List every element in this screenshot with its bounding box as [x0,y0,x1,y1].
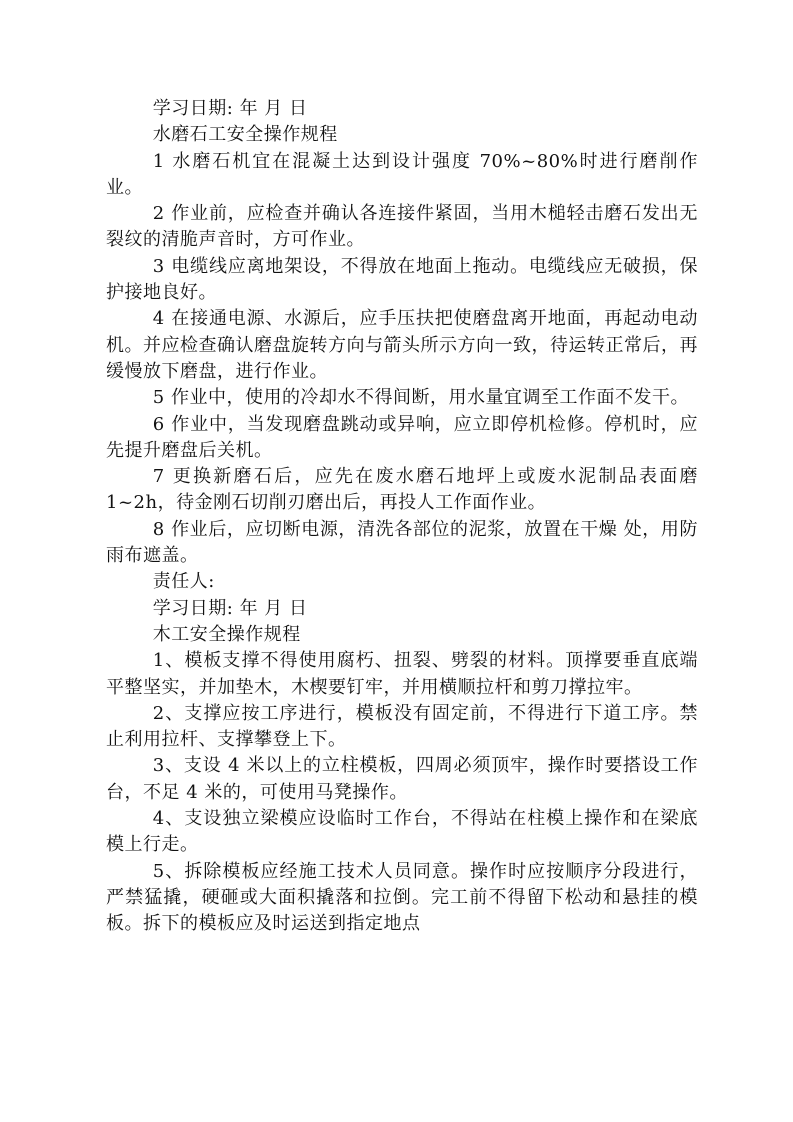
rule-paragraph: 5 作业中，使用的冷却水不得间断，用水量宜调至工作面不发干。 [152,387,689,409]
rule-paragraph: 4 在接通电源、水源后，应手压扶把使磨盘离开地面，再起动电动机。并应检查确认磨盘旋转方向与箭头所示方向一致，待运转正常后，再缓慢放下磨盘，进行作业。 [106,308,698,382]
document-body [106,96,698,938]
rule-paragraph: 2 作业前，应检查并确认各连接件紧固，当用木槌轻击磨石发出无裂纹的清脆声音时，方可作业。 [106,203,698,251]
responsible-person-line: 责任人: [152,571,215,593]
section-title: 木工安全操作规程 [152,623,301,645]
rule-paragraph: 8 作业后，应切断电源，清洗各部位的泥浆，放置在干燥 处，用防雨布遮盖。 [106,518,698,567]
rule-paragraph: 3 电缆线应离地架设，不得放在地面上拖动。电缆线应无破损，保护接地良好。 [106,255,698,304]
rule-paragraph: 5、拆除模板应经施工技术人员同意。操作时应按顺序分段进行，严禁猛撬，硬砸或大面积撬落和拉倒。完工前不得留下松动和悬挂的模板。拆下的模板应及时运送到指定地点 [106,860,698,935]
rule-paragraph: 1 水磨石机宜在混凝土达到设计强度 70%~80%时进行磨削作业。 [106,150,698,198]
rule-paragraph: 4、支设独立梁模应设临时工作台，不得站在柱模上操作和在梁底模上行走。 [106,808,698,856]
rule-paragraph: 3、支设 4 米以上的立柱模板，四周必须顶牢，操作时要搭设工作台，不足 4 米的，可使用马凳操作。 [106,755,698,803]
rule-paragraph: 2、支撑应按工序进行，模板没有固定前，不得进行下道工序。禁止利用拉杆、支撑攀登上下。 [106,702,698,751]
study-date-line: 学习日期: 年 月 日 [152,597,308,619]
rule-paragraph: 7 更换新磨石后，应先在废水磨石地坪上或废水泥制品表面磨 1~2h，待金刚石切削刃磨出后，再投人工作面作业。 [106,466,698,514]
rule-paragraph: 1、模板支撑不得使用腐朽、扭裂、劈裂的材料。顶撑要垂直底端平整坚实，并加垫木，木楔要钉牢，并用横顺拉杆和剪刀撑拉牢。 [106,650,698,698]
study-date-line: 学习日期: 年 月 日 [152,98,308,119]
section-title: 水磨石工安全操作规程 [152,124,338,146]
rule-paragraph: 6 作业中，当发现磨盘跳动或异响，应立即停机检修。停机时，应先提升磨盘后关机。 [106,413,698,461]
